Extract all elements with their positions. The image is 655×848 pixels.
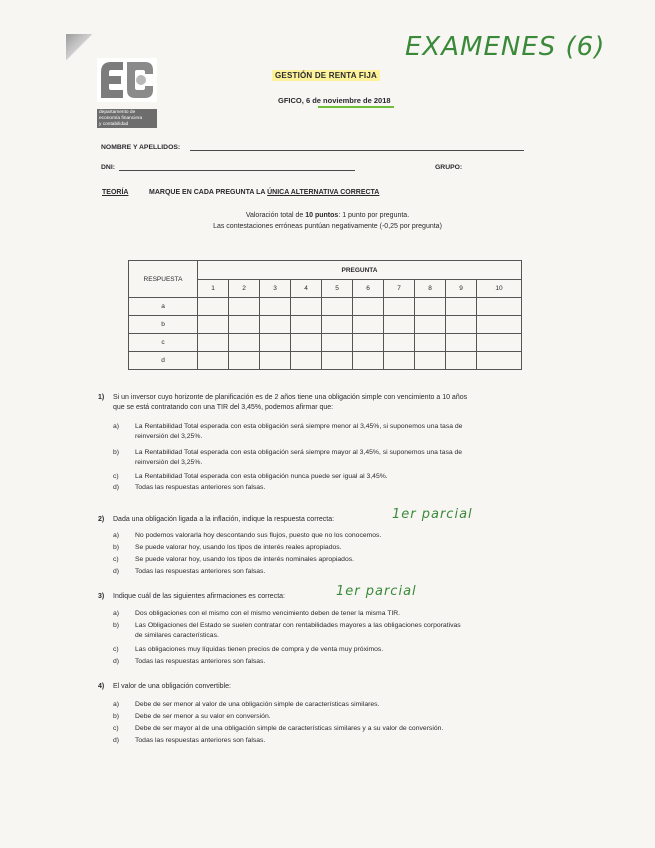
q3-option-c[interactable] — [113, 645, 563, 655]
question-3-text: Indique cuál de las siguientes afirmaciones es correcta: — [113, 593, 285, 600]
answer-cell[interactable] — [322, 298, 353, 316]
answer-cell[interactable] — [477, 316, 522, 334]
row-label: b — [129, 316, 198, 334]
answer-cell[interactable] — [198, 334, 229, 352]
instruction-emphasis: ÚNICA ALTERNATIVA CORRECTA — [267, 189, 380, 196]
option-letter: d) — [113, 568, 120, 575]
score-total: 10 puntos — [305, 212, 339, 219]
instruction-line — [149, 189, 379, 196]
handwritten-title: EXAMENES (6) — [405, 32, 606, 62]
answer-cell[interactable] — [198, 298, 229, 316]
q3-option-a[interactable] — [113, 609, 563, 619]
question-number: 2) — [98, 516, 105, 523]
q3-option-d[interactable] — [113, 657, 563, 667]
q2-option-a[interactable] — [113, 531, 563, 541]
col-header: 3 — [260, 280, 291, 298]
option-text: Debe de ser menor al valor de una obligación simple de características similares. — [135, 701, 380, 708]
exam-title-text: GESTIÓN DE RENTA FIJA — [272, 70, 380, 81]
score-note — [0, 212, 655, 219]
col-header: 1 — [198, 280, 229, 298]
score-suffix: : 1 punto por pregunta. — [338, 212, 410, 219]
option-letter: c) — [113, 556, 119, 563]
question-number: 3) — [98, 593, 105, 600]
option-letter: b) — [113, 449, 120, 456]
answer-cell[interactable] — [291, 334, 322, 352]
row-label: d — [129, 352, 198, 370]
instruction-prefix: MARQUE EN CADA PREGUNTA LA — [149, 189, 266, 196]
option-letter: d) — [113, 737, 120, 744]
col-header: 5 — [322, 280, 353, 298]
option-letter: c) — [113, 725, 119, 732]
row-label: a — [129, 298, 198, 316]
respuesta-header: RESPUESTA — [129, 261, 198, 298]
folded-corner — [66, 34, 92, 60]
answer-cell[interactable] — [446, 352, 477, 370]
option-text: Todas las respuestas anteriores son falsas. — [135, 658, 266, 665]
answer-cell[interactable] — [260, 298, 291, 316]
option-letter: a) — [113, 701, 120, 708]
dni-label: DNI: — [101, 164, 115, 171]
group-label: GRUPO: — [435, 164, 463, 171]
answer-cell[interactable] — [477, 352, 522, 370]
q4-option-b[interactable] — [113, 712, 563, 722]
col-header: 7 — [384, 280, 415, 298]
pregunta-header: PREGUNTA — [198, 261, 522, 280]
logo-mark-icon — [97, 58, 157, 102]
exam-date-text: 6 de noviembre de 2018 — [305, 96, 391, 105]
exam-date — [278, 96, 391, 105]
logo-caption — [97, 109, 157, 128]
option-text: Todas las respuestas anteriores son falsas. — [135, 568, 266, 575]
option-text: No podemos valorarla hoy descontando sus flujos, puesto que no los conocemos. — [135, 532, 382, 539]
option-letter: a) — [113, 423, 120, 430]
answer-cell[interactable] — [384, 334, 415, 352]
q4-option-d[interactable] — [113, 736, 563, 746]
answer-cell[interactable] — [229, 352, 260, 370]
question-4 — [98, 682, 104, 692]
option-text: Se puede valorar hoy, usando los tipos de interés nominales apropiados. — [135, 556, 355, 563]
question-number: 4) — [98, 683, 105, 690]
q3-option-b[interactable] — [113, 621, 563, 641]
dni-field[interactable] — [119, 170, 355, 171]
answer-cell[interactable] — [384, 298, 415, 316]
question-number: 1) — [98, 394, 105, 401]
question-1 — [98, 393, 104, 403]
option-letter: b) — [113, 544, 120, 551]
q1-option-b[interactable] — [113, 448, 563, 468]
logo-line-3: y contabilidad — [99, 121, 129, 127]
q2-handwritten-note: 1er parcial — [392, 507, 473, 522]
answer-cell[interactable] — [229, 298, 260, 316]
option-text: Debe de ser menor a su valor en conversión. — [135, 713, 271, 720]
answer-cell[interactable] — [415, 334, 446, 352]
answer-cell[interactable] — [291, 298, 322, 316]
question-3 — [98, 592, 104, 602]
answer-cell[interactable] — [229, 334, 260, 352]
answer-cell[interactable] — [322, 334, 353, 352]
answer-cell[interactable] — [384, 352, 415, 370]
q1-option-a[interactable] — [113, 422, 563, 442]
answer-cell[interactable] — [260, 352, 291, 370]
option-text: Todas las respuestas anteriores son falsas. — [135, 484, 266, 491]
col-header: 2 — [229, 280, 260, 298]
q1-option-d[interactable] — [113, 483, 563, 493]
option-text: Todas las respuestas anteriores son falsas. — [135, 737, 266, 744]
q2-option-c[interactable] — [113, 555, 563, 565]
answer-cell[interactable] — [446, 334, 477, 352]
option-letter: d) — [113, 484, 120, 491]
option-text: Se puede valorar hoy, usando los tipos de interés reales apropiados. — [135, 544, 342, 551]
option-text: Debe de ser mayor al de una obligación simple de características similares y a su valor de conversión. — [135, 725, 444, 732]
exam-course: GFICO, — [278, 96, 304, 105]
answer-cell[interactable] — [353, 334, 384, 352]
answer-cell[interactable] — [384, 316, 415, 334]
q1-option-c[interactable] — [113, 472, 563, 482]
option-text: Las Obligaciones del Estado se suelen contratar con rentabilidades mayores a las obligaciones corporativas — [135, 622, 461, 629]
col-header: 9 — [446, 280, 477, 298]
name-label: NOMBRE Y APELLIDOS: — [101, 144, 181, 151]
col-header: 8 — [415, 280, 446, 298]
option-letter: b) — [113, 713, 120, 720]
q4-option-a[interactable] — [113, 700, 563, 710]
answer-cell[interactable] — [353, 316, 384, 334]
q2-option-b[interactable] — [113, 543, 563, 553]
answer-cell[interactable] — [477, 334, 522, 352]
option-text: La Rentabilidad Total esperada con esta obligación será siempre menor al 3,45%, si suponemos una tasa de — [135, 423, 463, 430]
answer-grid — [128, 260, 522, 370]
answer-cell[interactable] — [477, 298, 522, 316]
answer-cell[interactable] — [291, 316, 322, 334]
answer-cell[interactable] — [353, 352, 384, 370]
answer-cell[interactable] — [415, 298, 446, 316]
q3-handwritten-note: 1er parcial — [336, 584, 417, 599]
question-text-line: Si un inversor cuyo horizonte de planificación es de 2 años tiene una obligación simple con vencimiento a 10 años — [113, 394, 468, 401]
col-header: 6 — [353, 280, 384, 298]
teoria-heading: TEORÍA — [102, 189, 129, 196]
answer-cell[interactable] — [260, 334, 291, 352]
option-text: Las obligaciones muy líquidas tienen precios de compra y de venta muy próximos. — [135, 646, 384, 653]
answer-cell[interactable] — [322, 352, 353, 370]
name-field[interactable] — [190, 150, 524, 151]
answer-cell[interactable] — [353, 298, 384, 316]
answer-row-d — [129, 352, 522, 370]
answer-cell[interactable] — [291, 352, 322, 370]
question-1-text — [113, 393, 563, 413]
answer-cell[interactable] — [446, 316, 477, 334]
penalty-note: Las contestaciones erróneas puntúan negativamente (-0,25 por pregunta) — [213, 223, 442, 230]
option-text: de similares características. — [135, 631, 219, 639]
option-letter: a) — [113, 610, 120, 617]
department-logo — [97, 58, 157, 126]
option-letter: d) — [113, 658, 120, 665]
col-header: 4 — [291, 280, 322, 298]
answer-row-b — [129, 316, 522, 334]
answer-row-a — [129, 298, 522, 316]
row-label: c — [129, 334, 198, 352]
exam-title — [272, 71, 380, 80]
q2-option-d[interactable] — [113, 567, 563, 577]
question-4-text: El valor de una obligación convertible: — [113, 683, 231, 690]
question-2 — [98, 515, 104, 525]
score-prefix: Valoración total de — [245, 212, 304, 219]
answer-cell[interactable] — [229, 316, 260, 334]
option-text: Dos obligaciones con el mismo con el mismo vencimiento deben de tener la misma TIR. — [135, 610, 401, 617]
answer-cell[interactable] — [322, 316, 353, 334]
date-highlight-underline — [318, 106, 394, 108]
col-header: 10 — [477, 280, 522, 298]
question-2-text: Dada una obligación ligada a la inflación, indique la respuesta correcta: — [113, 516, 335, 523]
option-letter: b) — [113, 622, 120, 629]
answer-cell[interactable] — [198, 352, 229, 370]
question-text-line: que se está contratando con una TIR del 3,45%, podemos afirmar que: — [113, 404, 334, 411]
answer-cell[interactable] — [415, 352, 446, 370]
option-letter: a) — [113, 532, 120, 539]
answer-cell[interactable] — [198, 316, 229, 334]
option-letter: c) — [113, 646, 119, 653]
option-text: reinversión del 3,25%. — [135, 458, 203, 466]
q4-option-c[interactable] — [113, 724, 563, 734]
answer-row-c — [129, 334, 522, 352]
option-text: La Rentabilidad Total esperada con esta obligación nunca puede ser igual al 3,45%. — [135, 473, 388, 480]
answer-cell[interactable] — [260, 316, 291, 334]
option-text: reinversión del 3,25%. — [135, 432, 203, 440]
logo-line-1: departamento de — [99, 110, 136, 115]
answer-cell[interactable] — [415, 316, 446, 334]
option-text: La Rentabilidad Total esperada con esta obligación será siempre mayor al 3,45%, si suponemos una tasa de — [135, 449, 463, 456]
option-letter: c) — [113, 473, 119, 480]
logo-line-2: economía financiera — [99, 115, 143, 121]
answer-cell[interactable] — [446, 298, 477, 316]
